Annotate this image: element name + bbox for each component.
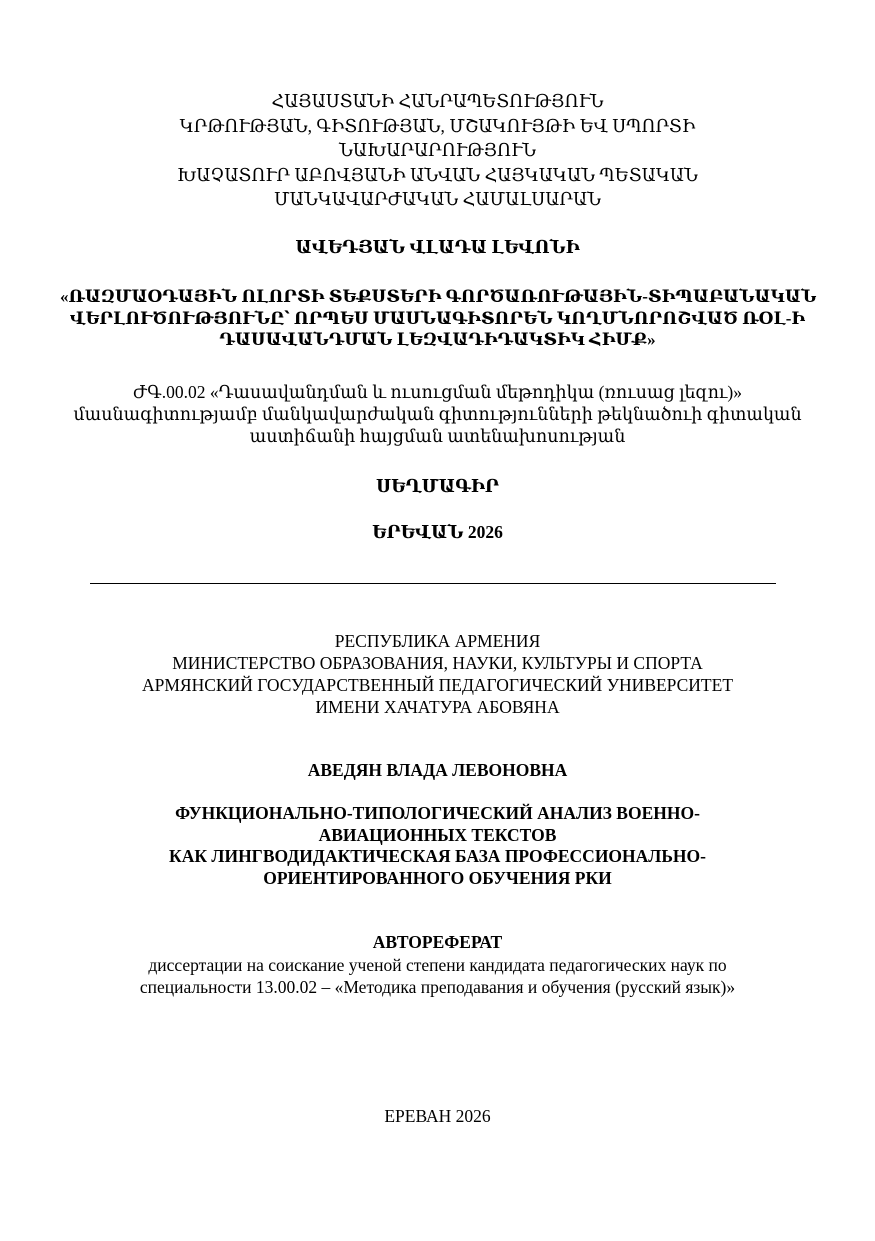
russian-title-line: ОРИЕНТИРОВАННОГО ОБУЧЕНИЯ РКИ <box>263 867 612 888</box>
russian-title-line: АВИАЦИОННЫХ ТЕКСТОВ <box>318 824 557 845</box>
russian-city-year: ЕРЕВАН 2026 <box>384 1106 491 1126</box>
armenian-thesis-title <box>60 286 815 351</box>
armenian-city-year: ԵՐԵՎԱՆ 2026 <box>372 522 503 542</box>
russian-institution-line: РЕСПУБЛИКА АРМЕНИЯ <box>334 631 541 651</box>
russian-author-name: АВЕДЯН ВЛАДА ЛЕВОНОВНА <box>307 760 568 780</box>
armenian-institution-line: ԿՐԹՈՒԹՅԱՆ, ԳԻՏՈՒԹՅԱՆ, ՄՇԱԿՈՒՅԹԻ ԵՎ ՍՊՈՐՏԻ <box>179 115 696 136</box>
russian-description-block <box>60 954 815 998</box>
armenian-institution-line: ՀԱՅԱՍՏԱՆԻ ՀԱՆՐԱՊԵՏՈՒԹՅՈՒՆ <box>271 91 604 111</box>
armenian-specialty-line: աստիճանի հայցման ատենախոսության <box>249 426 626 446</box>
russian-document-type: АВТОРЕФЕРАТ <box>372 932 503 952</box>
armenian-specialty-line: մասնագիտությամբ մանկավարժական գիտությունների թեկնածուի գիտական <box>73 404 802 424</box>
russian-institution-line: МИНИСТЕРСТВО ОБРАЗОВАНИЯ, НАУКИ, КУЛЬТУРЫ И СПОРТА <box>172 653 703 673</box>
russian-institution-line: АРМЯНСКИЙ ГОСУДАРСТВЕННЫЙ ПЕДАГОГИЧЕСКИЙ УНИВЕРСИТЕТ <box>141 675 734 695</box>
armenian-institution-line: ՆԱԽԱՐԱՐՈՒԹՅՈՒՆ <box>338 140 537 160</box>
russian-thesis-title <box>60 803 815 889</box>
armenian-specialty-line: ԺԳ.00.02 «Դասավանդման և ուսուցման մեթոդիկա (ռուսաց լեզու)» <box>133 382 742 402</box>
russian-title-line: КАК ЛИНГВОДИДАКТИЧЕСКАЯ БАЗА ПРОФЕССИОНАЛЬНО- <box>169 846 706 866</box>
armenian-institution-block <box>60 89 815 212</box>
section-divider <box>90 583 776 584</box>
russian-institution-block <box>60 630 815 718</box>
armenian-document-type: ՍԵՂՄԱԳԻՐ <box>375 476 500 496</box>
armenian-title-line: ՎԵՐԼՈՒԾՈՒԹՅՈՒՆԸ՝ ՈՐՊԵՍ ՄԱՍՆԱԳԻՏՈՐԵՆ ԿՈՂՄՆՈՐՈՇՎԱԾ ՌՕԼ-Ի <box>69 308 806 328</box>
russian-title-line: ФУНКЦИОНАЛЬНО-ТИПОЛОГИЧЕСКИЙ АНАЛИЗ ВОЕННО- <box>175 803 700 823</box>
armenian-institution-line: ՄԱՆԿԱՎԱՐԺԱԿԱՆ ՀԱՄԱԼՍԱՐԱՆ <box>273 189 602 209</box>
russian-description-line: специальности 13.00.02 – «Методика преподавания и обучения (русский язык)» <box>139 977 736 997</box>
armenian-title-line: «ՌԱԶՄԱՕԴԱՅԻՆ ՈԼՈՐՏԻ ՏԵՔՍՏԵՐԻ ԳՈՐԾԱՌՈՒԹԱՅԻՆ-ՏԻՊԱԲԱՆԱԿԱՆ <box>60 287 817 306</box>
armenian-institution-line: ԽԱՉԱՏՈՒՐ ԱԲՈՎՅԱՆԻ ԱՆՎԱՆ ՀԱՅԿԱԿԱՆ ՊԵՏԱԿԱՆ <box>177 164 698 185</box>
armenian-title-line: ԴԱՍԱՎԱՆԴՄԱՆ ԼԵԶՎԱԴԻԴԱԿՏԻԿ ՀԻՄՔ» <box>219 330 656 349</box>
russian-description-line: диссертации на соискание ученой степени кандидата педагогических наук по <box>148 955 727 975</box>
russian-institution-line: ИМЕНИ ХАЧАТУРА АБОВЯНА <box>315 697 560 717</box>
armenian-specialty-block <box>60 381 815 447</box>
armenian-author-name: ԱՎԵԴՅԱՆ ՎԼԱԴԱ ԼԵՎՈՆԻ <box>295 237 580 257</box>
